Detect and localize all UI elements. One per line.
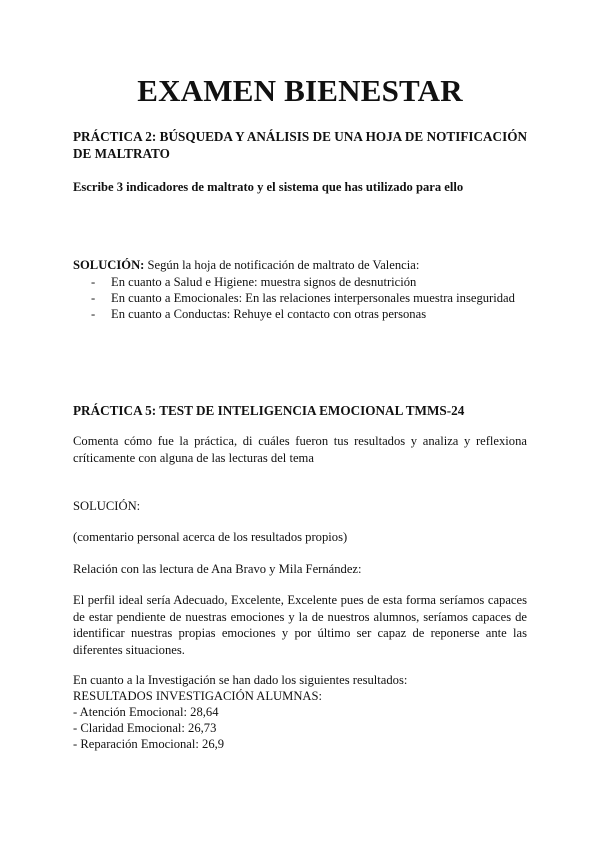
practica-5-prompt: Comenta cómo fue la práctica, di cuáles fueron tus resultados y analiza y reflexiona críticamente con alguna de las lecturas del tema — [73, 434, 527, 465]
investigation-intro: En cuanto a la Investigación se han dado los siguientes resultados: — [73, 673, 408, 687]
result-item: - Reparación Emocional: 26,9 — [73, 737, 225, 751]
practica-2-solution — [73, 257, 527, 322]
list-item — [73, 274, 527, 290]
analysis-paragraph: El perfil ideal sería Adecuado, Excelente, Excelente pues de esta forma seríamos capaces de estar pendiente de nuestras emociones y la de nuestros alumnos, seríamos capaces de identificar nuestras propias emociones y por último ser capaz de reponerse ante las diferentes situaciones. — [73, 593, 527, 657]
list-item-text: En cuanto a Salud e Higiene: muestra signos de desnutrición — [111, 274, 417, 289]
practica-2-prompt: Escribe 3 indicadores de maltrato y el sistema que has utilizado para ello — [73, 180, 464, 194]
relation-line: Relación con las lectura de Ana Bravo y Mila Fernández: — [73, 562, 362, 576]
practica-5-heading: PRÁCTICA 5: TEST DE INTELIGENCIA EMOCIONAL TMMS-24 — [73, 403, 465, 418]
solution-intro: Según la hoja de notificación de maltrato de Valencia: — [144, 258, 420, 272]
practica-2-heading: PRÁCTICA 2: BÚSQUEDA Y ANÁLISIS DE UNA HOJA DE NOTIFICACIÓN DE MALTRATO — [73, 129, 527, 161]
results-heading: RESULTADOS INVESTIGACIÓN ALUMNAS: — [73, 689, 323, 703]
dash-bullet: - — [91, 274, 96, 289]
indicator-list — [73, 274, 527, 323]
list-item — [73, 306, 527, 322]
dash-bullet: - — [91, 290, 96, 305]
solution-label: SOLUCIÓN: — [73, 258, 145, 272]
result-item: - Claridad Emocional: 26,73 — [73, 721, 217, 735]
result-item: - Atención Emocional: 28,64 — [73, 705, 219, 719]
practica-5-solution-label: SOLUCIÓN: — [73, 499, 141, 513]
list-item — [73, 290, 527, 306]
investigation-results — [73, 672, 527, 752]
personal-comment: (comentario personal acerca de los resultados propios) — [73, 530, 348, 544]
dash-bullet: - — [91, 307, 96, 322]
document-title: EXAMEN BIENESTAR — [137, 73, 463, 108]
list-item-text: En cuanto a Emocionales: En las relaciones interpersonales muestra inseguridad — [111, 290, 515, 305]
list-item-text: En cuanto a Conductas: Rehuye el contacto con otras personas — [111, 307, 427, 322]
